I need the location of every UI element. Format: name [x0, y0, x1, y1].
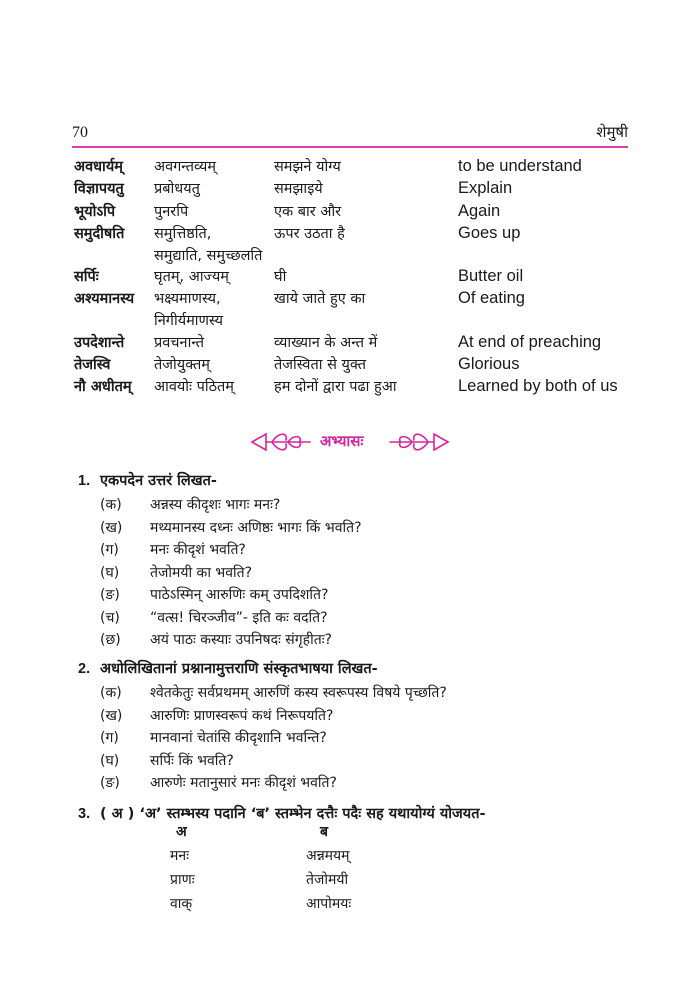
sub-question-label: (ङ): [100, 587, 120, 603]
glossary-row: [72, 178, 632, 201]
question-1: [78, 470, 638, 658]
glossary-synonym-continued: निगीर्यमाणस्य: [154, 313, 224, 329]
glossary-english: Butter oil: [458, 267, 524, 285]
sub-question-text: तेजोमयी का भवति?: [150, 564, 253, 581]
question-2: [78, 658, 638, 803]
sub-question-label: (क): [100, 685, 122, 701]
match-header-row: [170, 822, 470, 846]
sub-question: [78, 540, 638, 563]
glossary-synonym: आवयोः पठितम्: [154, 379, 234, 395]
glossary-synonym: अवगन्तव्यम्: [154, 159, 217, 175]
sub-question-label: (क): [100, 497, 122, 513]
glossary-english: Again: [458, 202, 501, 220]
sub-question-text: सर्पिः किं भवति?: [150, 752, 234, 769]
column-b-item: अन्नमयम्: [306, 848, 350, 864]
sub-question: [78, 495, 638, 518]
sub-question: [78, 630, 638, 658]
glossary-english: Of eating: [458, 289, 525, 307]
sub-question-label: (घ): [100, 752, 120, 769]
sub-question-label: (ख): [100, 519, 123, 536]
glossary-english: Goes up: [458, 224, 521, 242]
glossary-english: Learned by both of us: [458, 377, 618, 395]
sub-question-label: (ख): [100, 707, 123, 724]
sub-question-text: पाठेऽस्मिन् आरुणिः कम् उपदिशति?: [150, 587, 329, 603]
exercise-list: [78, 470, 638, 828]
glossary-word: अवधार्यम्: [74, 159, 123, 175]
question-heading: [78, 470, 638, 495]
glossary-synonym: समुत्तिष्ठति,: [154, 226, 212, 242]
sub-question: [78, 728, 638, 751]
glossary-row: [72, 201, 632, 223]
glossary-row: [72, 376, 632, 398]
question-number: 3.: [78, 806, 91, 822]
glossary-table: [72, 156, 632, 398]
glossary-english: to be understand: [458, 157, 582, 175]
sub-question-text: “वत्स! चिरञ्जीव”- इति कः वदति?: [150, 609, 328, 626]
sub-question-label: (घ): [100, 564, 120, 581]
question-text: ( अ ) ‘अ’ स्तम्भस्य पदानि ‘ब’ स्तम्भेन दत्तैः पदैः सह यथायोग्यं योजयत-: [100, 806, 486, 822]
glossary-hindi: हम दोनों द्वारा पढा हुआ: [274, 379, 397, 395]
glossary-hindi: व्याख्यान के अन्त में: [274, 335, 378, 351]
question-heading: [78, 658, 638, 683]
sub-question: [78, 706, 638, 729]
glossary-synonym-continued: समुद्याति, समुच्छलति: [154, 248, 263, 264]
column-b-item: आपोमयः: [306, 896, 352, 912]
glossary-word: नौ अधीतम्: [74, 379, 132, 395]
sub-question-text: आरुणेः मतानुसारं मनः कीदृशं भवति?: [150, 775, 337, 791]
question-number: 1.: [78, 473, 91, 489]
glossary-synonym: भक्ष्यमाणस्य,: [154, 291, 221, 307]
exercise-banner: [250, 428, 450, 456]
sub-question: [78, 585, 638, 608]
match-row: [170, 846, 470, 870]
sub-question: [78, 608, 638, 631]
book-title: शेमुषी: [596, 123, 628, 141]
glossary-synonym: प्रबोधयतु: [154, 181, 200, 197]
glossary-synonym: पुनरपि: [154, 204, 189, 220]
glossary-synonym: तेजोयुक्तम्: [154, 357, 210, 373]
column-a-item: मनः: [170, 848, 189, 864]
exercise-title: अभ्यासः: [320, 432, 364, 450]
glossary-row: [72, 288, 632, 332]
match-table: [170, 822, 470, 918]
question-number: 2.: [78, 661, 91, 677]
glossary-english: At end of preaching: [458, 333, 602, 351]
sub-question: [78, 773, 638, 803]
glossary-hindi: घी: [274, 269, 287, 285]
sub-question-label: (च): [100, 609, 120, 626]
glossary-row: [72, 332, 632, 354]
sub-question-text: अन्नस्य कीदृशः भागः मनः?: [150, 497, 281, 513]
header-divider: [72, 146, 628, 148]
glossary-english: Glorious: [458, 355, 520, 373]
sub-question-text: मथ्यमानस्य दध्नः अणिष्ठः भागः किं भवति?: [150, 519, 362, 536]
glossary-row: [72, 354, 632, 376]
question-text: अधोलिखितानां प्रश्नानामुत्तराणि संस्कृतभाषया लिखत-: [100, 661, 378, 677]
match-row: [170, 870, 470, 894]
sub-question-text: मानवानां चेतांसि कीदृशानि भवन्ति?: [150, 730, 327, 746]
glossary-word: विज्ञापयतु: [74, 181, 124, 197]
sub-question-label: (ग): [100, 730, 119, 746]
sub-question-label: (ग): [100, 542, 119, 558]
glossary-hindi: समझाइये: [274, 181, 323, 197]
sub-question-text: मनः कीदृशं भवति?: [150, 542, 246, 558]
sub-question: [78, 683, 638, 706]
sub-question: [78, 751, 638, 774]
sub-question-text: आरुणिः प्राणस्वरूपं कथं निरूपयति?: [150, 707, 334, 724]
glossary-hindi: समझने योग्य: [274, 159, 341, 175]
glossary-synonym: प्रवचनान्ते: [154, 335, 205, 351]
column-a-item: वाक्: [170, 896, 193, 912]
glossary-word: समुदीषति: [74, 226, 125, 242]
glossary-word: सर्पिः: [74, 269, 99, 285]
glossary-row: [72, 223, 632, 266]
column-a-item: प्राणः: [170, 872, 195, 888]
glossary-row: [72, 266, 632, 288]
ornament-right-icon: [388, 428, 450, 456]
column-a-heading: अ: [176, 824, 187, 840]
column-b-heading: ब: [320, 824, 328, 840]
glossary-hindi: खाये जाते हुए का: [274, 291, 366, 307]
glossary-hindi: एक बार और: [274, 204, 342, 220]
glossary-row: [72, 156, 632, 178]
glossary-word: तेजस्वि: [74, 357, 111, 373]
sub-question-label: (ङ): [100, 775, 120, 791]
glossary-english: Explain: [458, 179, 513, 197]
sub-question-text: श्वेतकेतुः सर्वप्रथमम् आरुणिं कस्य स्वरूपस्य विषये पृच्छति?: [150, 685, 447, 701]
glossary-hindi: तेजस्विता से युक्त: [274, 357, 366, 373]
glossary-word: भूयोऽपि: [74, 204, 116, 220]
sub-question-text: अयं पाठः कस्याः उपनिषदः संगृहीतः?: [150, 632, 332, 648]
sub-question: [78, 518, 638, 541]
sub-question-label: (छ): [100, 632, 121, 648]
glossary-word: अश्यमानस्य: [74, 291, 135, 307]
sub-question: [78, 563, 638, 586]
page-number: 70: [72, 124, 88, 141]
question-text: एकपदेन उत्तरं लिखत-: [100, 473, 217, 489]
glossary-hindi: ऊपर उठता है: [274, 226, 345, 242]
page-header: [72, 122, 628, 146]
glossary-word: उपदेशान्ते: [74, 335, 125, 351]
column-b-item: तेजोमयी: [306, 872, 349, 888]
match-row: [170, 894, 470, 918]
ornament-left-icon: [250, 428, 312, 456]
glossary-synonym: घृतम्, आज्यम्: [154, 269, 229, 285]
